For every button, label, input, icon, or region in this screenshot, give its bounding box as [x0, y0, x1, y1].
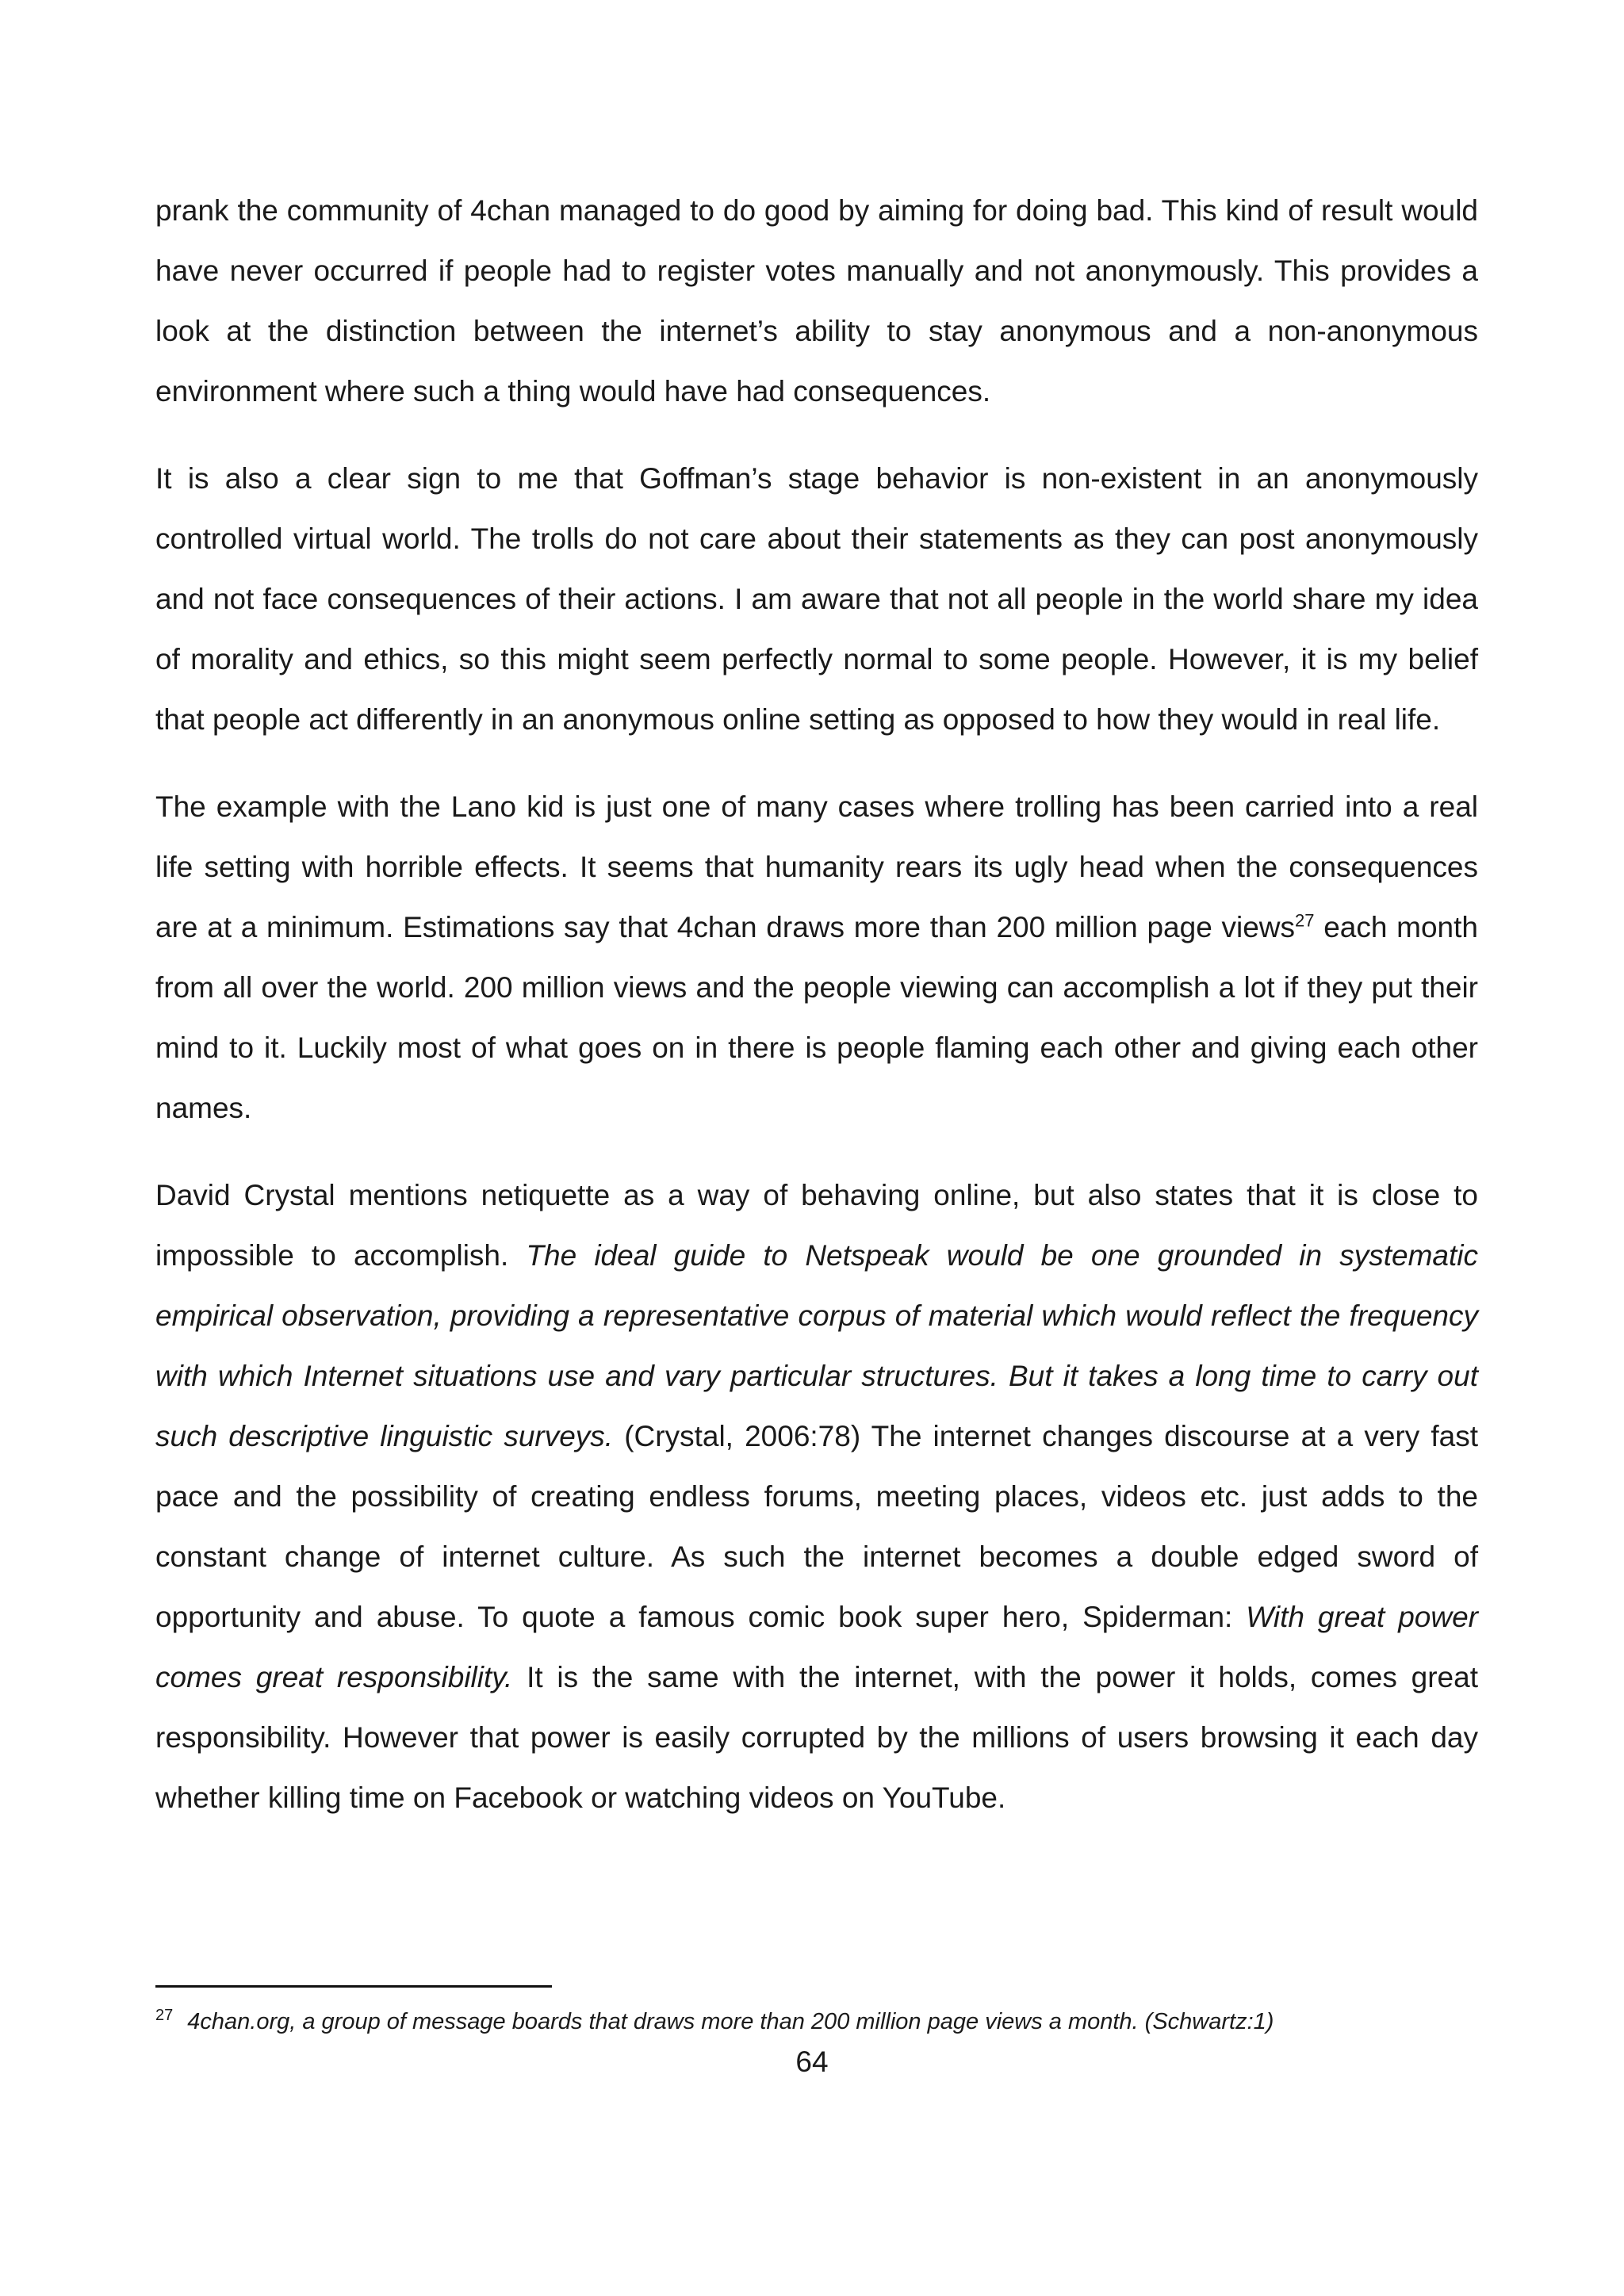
paragraph-2-text: It is also a clear sign to me that Goffman’s stage behavior is non-existent in an anonymously controlled virtual world. The trolls do not care about their statements as they can post anonymously and not face consequences of their actions. I am aware that not all people in the world share my idea of morality and ethics, so this might seem perfectly normal to some people. However, it is my belief that people act differently in an anonymous online setting as opposed to how they would in real life. [155, 462, 1478, 736]
spiderman-quote: With great power comes great responsibility. [155, 1601, 1479, 1693]
footnote-text: 4chan.org, a group of message boards that draws more than 200 million page views a month. (Schwartz:1) [187, 2009, 1274, 2034]
paragraph-3-text-before: The example with the Lano kid is just one of many cases where trolling has been carried into a real life setting with horrible effects. It seems that humanity rears its ugly head when the consequences are at a minimum. Estimations say that 4chan draws more than 200 million page views [155, 790, 1478, 943]
footnote-separator [155, 1985, 552, 1988]
paragraph-3-text-after: each month from all over the world. 200 million views and the people viewing can accomplish a lot if they put their mind to it. Luckily most of what goes on in there is people flaming each other and giving each other names. [155, 911, 1478, 1124]
paragraph-1 [155, 181, 1478, 422]
paragraph-2 [155, 449, 1478, 750]
crystal-quote: The ideal guide to Netspeak would be one grounded in systematic empirical observation, providing a representative corpus of material which would reflect the frequency with which Internet situations use and vary particular structures. But it takes a long time to carry out such descriptive linguistic surveys. [155, 1239, 1478, 1452]
footnote-mark: 27 [155, 2007, 174, 2025]
footnote [155, 2006, 1478, 2038]
footnote-reference: 27 [1295, 910, 1315, 931]
paragraph-4-text-b: (Crystal, 2006:78) The internet changes discourse at a very fast pace and the possibility of creating endless forums, meeting places, videos etc. just adds to the constant change of internet culture. As such the internet becomes a double edged sword of opportunity and abuse. To quote a famous comic book super hero, Spiderman: [155, 1420, 1479, 1633]
page-number: 64 [795, 2045, 829, 2078]
paragraph-1-text: prank the community of 4chan managed to do good by aiming for doing bad. This kind of result would have never occurred if people had to register votes manually and not anonymously. This provides a look at the distinction between the internet’s ability to stay anonymous and a non-anonymous environment where such a thing would have had consequences. [155, 194, 1478, 408]
paragraph-4-text-c: It is the same with the internet, with the power it holds, comes great responsibility. However that power is easily corrupted by the millions of users browsing it each day whether killing time on Facebook or watching videos on YouTube. [155, 1661, 1478, 1814]
body-text [155, 181, 1478, 1855]
paragraph-4 [155, 1165, 1478, 1828]
paragraph-4-text-a: David Crystal mentions netiquette as a way of behaving online, but also states that it is close to impossible to accomplish. [155, 1179, 1478, 1272]
paragraph-3 [155, 777, 1478, 1138]
